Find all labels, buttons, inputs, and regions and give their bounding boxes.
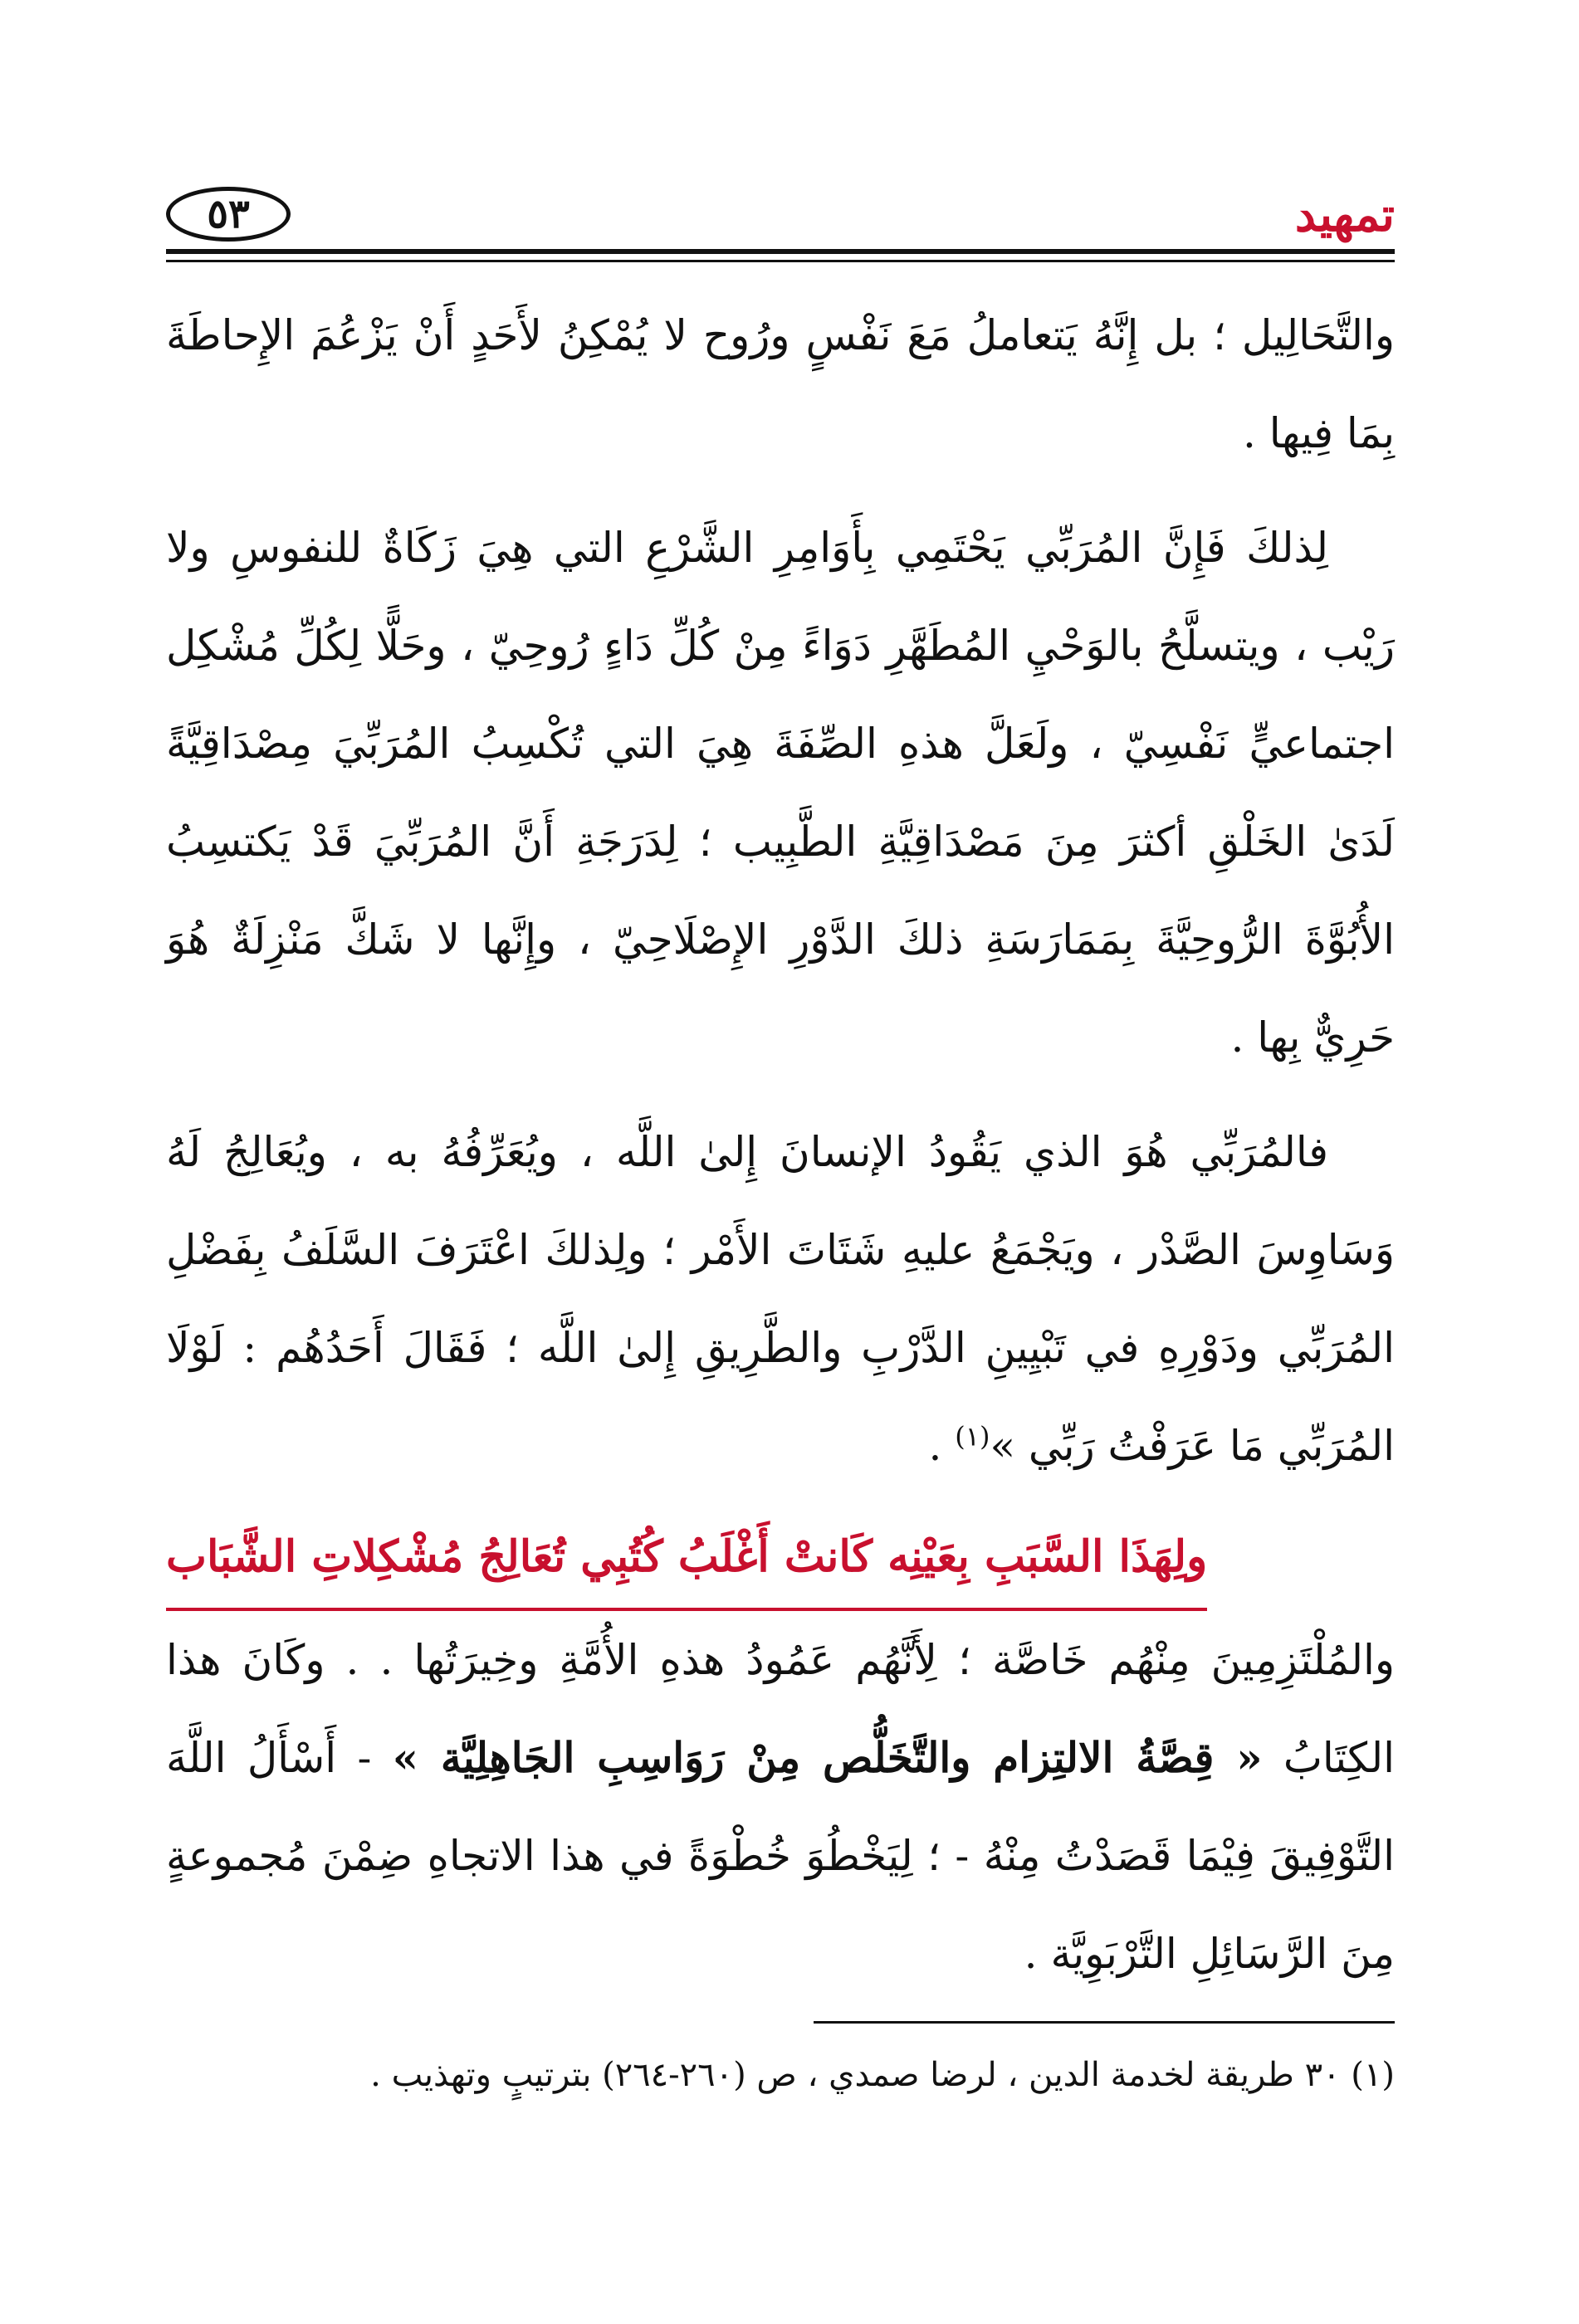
closing-before: والمُلْتَزِمِينَ مِنْهُم خَاصَّة ؛ لِأَنَّهُم عَمُودُ هذهِ الأُمَّةِ وخِيرَتُها . . وكَانَ هذا الكِتَابُ bbox=[166, 1636, 1395, 1782]
footnote: (١) ٣٠ طريقة لخدمة الدين ، لرضا صمدي ، ص (٢٦٠-٢٦٤) بترتيبٍ وتهذيب . bbox=[370, 2056, 1395, 2094]
paragraph-3 bbox=[166, 1103, 1395, 1495]
body-text bbox=[166, 286, 1395, 2019]
book-title: « قِصَّةُ الالتِزام والتَّخَلُّص مِنْ رَوَاسِبِ الجَاهِلِيَّة » bbox=[392, 1733, 1263, 1782]
page-number: ٥٣ bbox=[207, 191, 250, 237]
header-rule-thick bbox=[166, 249, 1395, 254]
footnote-reference: (١) bbox=[955, 1420, 990, 1452]
closing-paragraph bbox=[166, 1611, 1395, 2003]
red-heading-text: ولِهَذَا السَّبَبِ بِعَيْنِه كَانتْ أَغْلَبُ كُتُبِي تُعَالِجُ مُشْكِلاتِ الشَّبَاب bbox=[166, 1511, 1207, 1611]
header-rule-thin bbox=[166, 260, 1395, 262]
closing-after: - أَسْأَلُ اللَّهَ التَّوْفِيقَ فِيْمَا قَصَدْتُ مِنْهُ - ؛ لِيَخْطُوَ خُطْوَةً في هذا الاتجاهِ ضِمْنَ مُجموعةٍ مِنَ الرَّسَائِلِ التَّرْبَوِيَّة . bbox=[166, 1734, 1395, 1978]
page-title: تمهيد bbox=[1294, 188, 1395, 242]
footnote-rule bbox=[814, 2021, 1395, 2024]
paragraph-3-text: فالمُرَبِّي هُوَ الذي يَقُودُ الإنسانَ إِلىٰ اللَّه ، ويُعَرِّفُهُ به ، ويُعَالِجُ لَهُ وَسَاوِسَ الصَّدْر ، ويَجْمَعُ عليهِ شَتَاتَ الأَمْر ؛ ولِذلكَ اعْتَرَفَ السَّلَفُ بِفَضْلِ المُرَبِّي ودَوْرِهِ في تَبْيِينِ الدَّرْبِ والطَّرِيقِ إِلىٰ اللَّه ؛ فَقَالَ أَحَدُهُم : لَوْلَا المُرَبِّي مَا عَرَفْتُ رَبِّي » bbox=[166, 1128, 1395, 1470]
paragraph-2: لِذلكَ فَإِنَّ المُرَبِّي يَحْتَمِي بِأَوَامِرِ الشَّرْعِ التي هِيَ زَكَاةٌ للنفوسِ ولا رَيْب ، ويتسلَّحُ بالوَحْيِ المُطَهَّرِ دَوَاءً مِنْ كُلِّ دَاءٍ رُوحِيّ ، وحَلًّا لِكُلِّ مُشْكِل اجتماعيٍّ نَفْسِيّ ، ولَعَلَّ هذهِ الصِّفَةَ هِيَ التي تُكْسِبُ المُرَبِّيَ مِصْدَاقِيَّةً لَدَىٰ الخَلْقِ أكثرَ مِنَ مَصْدَاقِيَّةِ الطَّبِيب ؛ لِدَرَجَةِ أَنَّ المُرَبِّيَ قَدْ يَكتسِبُ الأُبُوَّةَ الرُّوحِيَّةَ بِمَمَارَسَةِ ذلكَ الدَّوْرِ الإِصْلَاحِيّ ، وإِنَّها لا شَكَّ مَنْزِلَةٌ هُوَ حَرِيٌّ بِها . bbox=[166, 524, 1395, 1062]
paragraph-1: والتَّحَالِيل ؛ بل إِنَّهُ يَتعاملُ مَعَ نَفْسٍ ورُوح لا يُمْكِنُ لأَحَدٍ أَنْ يَزْعُمَ الإِحاطَةَ بِمَا فِيها . bbox=[166, 311, 1395, 457]
red-heading bbox=[166, 1511, 1395, 1611]
page-number-oval bbox=[166, 187, 291, 242]
paragraph-3-tail: . bbox=[928, 1422, 942, 1470]
